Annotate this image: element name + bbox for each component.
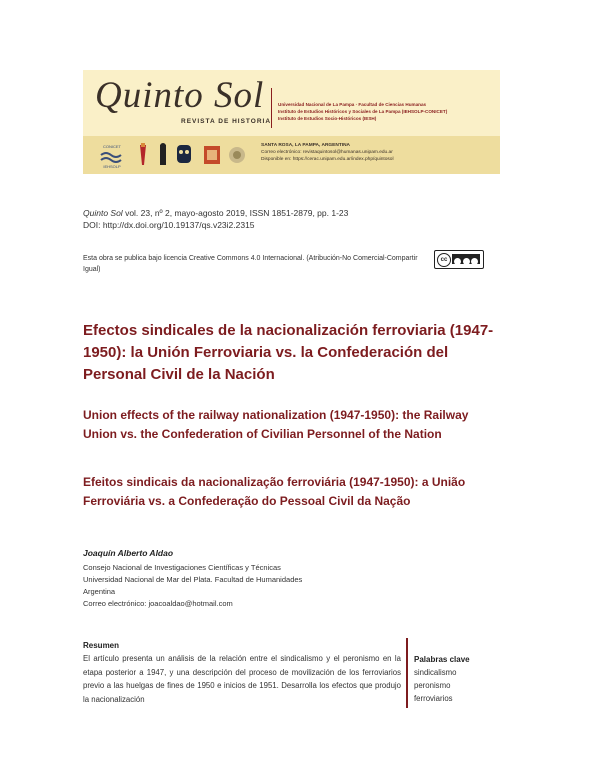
journal-subtitle: REVISTA DE HISTORIA	[181, 118, 272, 125]
banner-logo-strip	[83, 136, 500, 174]
affiliation-line: Universidad Nacional de Mar del Plata. Facultad de Humanidades	[83, 575, 303, 584]
citation-doi[interactable]: DOI: http://dx.doi.org/10.19137/qs.v23i2.2315	[83, 220, 255, 230]
article-title-english: Union effects of the railway nationalization (1947-1950): the Railway Union vs. the Confederation of Civilian Personnel of the Nation	[83, 408, 469, 441]
journal-contact	[261, 142, 394, 163]
keywords-divider	[406, 638, 408, 708]
institution-list	[278, 101, 447, 122]
university-seal-logo	[227, 145, 247, 165]
conicet-logo	[95, 141, 129, 169]
author-name: Joaquín Alberto Aldao	[83, 548, 174, 558]
iesh-logo	[203, 145, 221, 165]
institution-line: Instituto de Estudios Socio-Históricos (IESH)	[278, 116, 377, 121]
article-title-portuguese: Efeitos sindicais da nacionalização ferroviária (1947-1950): a União Ferroviária vs. a Confederação do Pessoal Civil da Nação	[83, 475, 466, 508]
journal-banner	[83, 70, 500, 174]
abstract-heading: Resumen	[83, 641, 120, 650]
cc-icon: cc	[437, 253, 451, 267]
keywords-heading: Palabras clave	[414, 655, 470, 664]
article-title-spanish: Efectos sindicales de la nacionalización ferroviaria (1947-1950): la Unión Ferroviaria vs. la Confederación del Personal Civil de la Nación	[83, 322, 494, 383]
keywords-list	[414, 666, 456, 705]
journal-email[interactable]: Correo electrónico: revistaquintosol@humanas.unipam.edu.ar	[261, 150, 393, 155]
affiliation-line: Argentina	[83, 587, 116, 596]
journal-city: SANTA ROSA, LA PAMPA, ARGENTINA	[261, 143, 351, 148]
abstract-text: El artículo presenta un análisis de la relación entre el sindicalismo y el peronismo en la etapa posterior a 1947, y una descripción del proceso de movilización de los ferroviarios previo a las huelgas de fines de 1950 e inicios de 1951. Desarrolla los efectos que produjo la nacionalización	[83, 654, 401, 704]
author-email[interactable]: Correo electrónico: joacoaldao@hotmail.com	[83, 599, 233, 608]
citation-block	[83, 207, 348, 231]
institution-line: Instituto de Estudios Históricos y Sociales de La Pampa (IEHSOLP-CONICET)	[278, 109, 448, 114]
citation-journal: Quinto Sol	[83, 208, 123, 218]
creative-commons-badge[interactable]	[434, 250, 484, 269]
citation-details: vol. 23, nº 2, mayo-agosto 2019, ISSN 1851-2879, pp. 1-23	[122, 208, 349, 218]
keyword-item: ferroviarios	[414, 694, 453, 703]
journal-name: Quinto Sol	[95, 75, 265, 116]
banner-top	[83, 70, 500, 136]
license-terms-icon	[452, 254, 480, 264]
conicet-logo-label: CONICET	[103, 144, 121, 149]
citation-line	[83, 207, 348, 219]
iehsolp-logo-label: IEHSOLP	[103, 164, 121, 169]
license-text: Esta obra se publica bajo licencia Creative Commons 4.0 Internacional. (Atribución-No Comercial-Compartir Igual)	[83, 255, 418, 273]
keyword-item: sindicalismo	[414, 668, 457, 677]
torch-logo	[135, 143, 151, 167]
keyword-item: peronismo	[414, 681, 451, 690]
journal-website[interactable]: Disponible en: https://cerac.unipam.edu.ar/index.php/quintosol	[261, 157, 394, 162]
author-affiliations	[83, 562, 302, 610]
institution-line: Universidad Nacional de La Pampa · Facultad de Ciencias Humanas	[278, 102, 427, 107]
banner-divider	[271, 88, 272, 128]
mask-logo	[175, 143, 193, 167]
statue-logo	[155, 143, 171, 167]
institution-logos	[95, 141, 255, 169]
affiliation-line: Consejo Nacional de Investigaciones Científicas y Técnicas	[83, 563, 281, 572]
